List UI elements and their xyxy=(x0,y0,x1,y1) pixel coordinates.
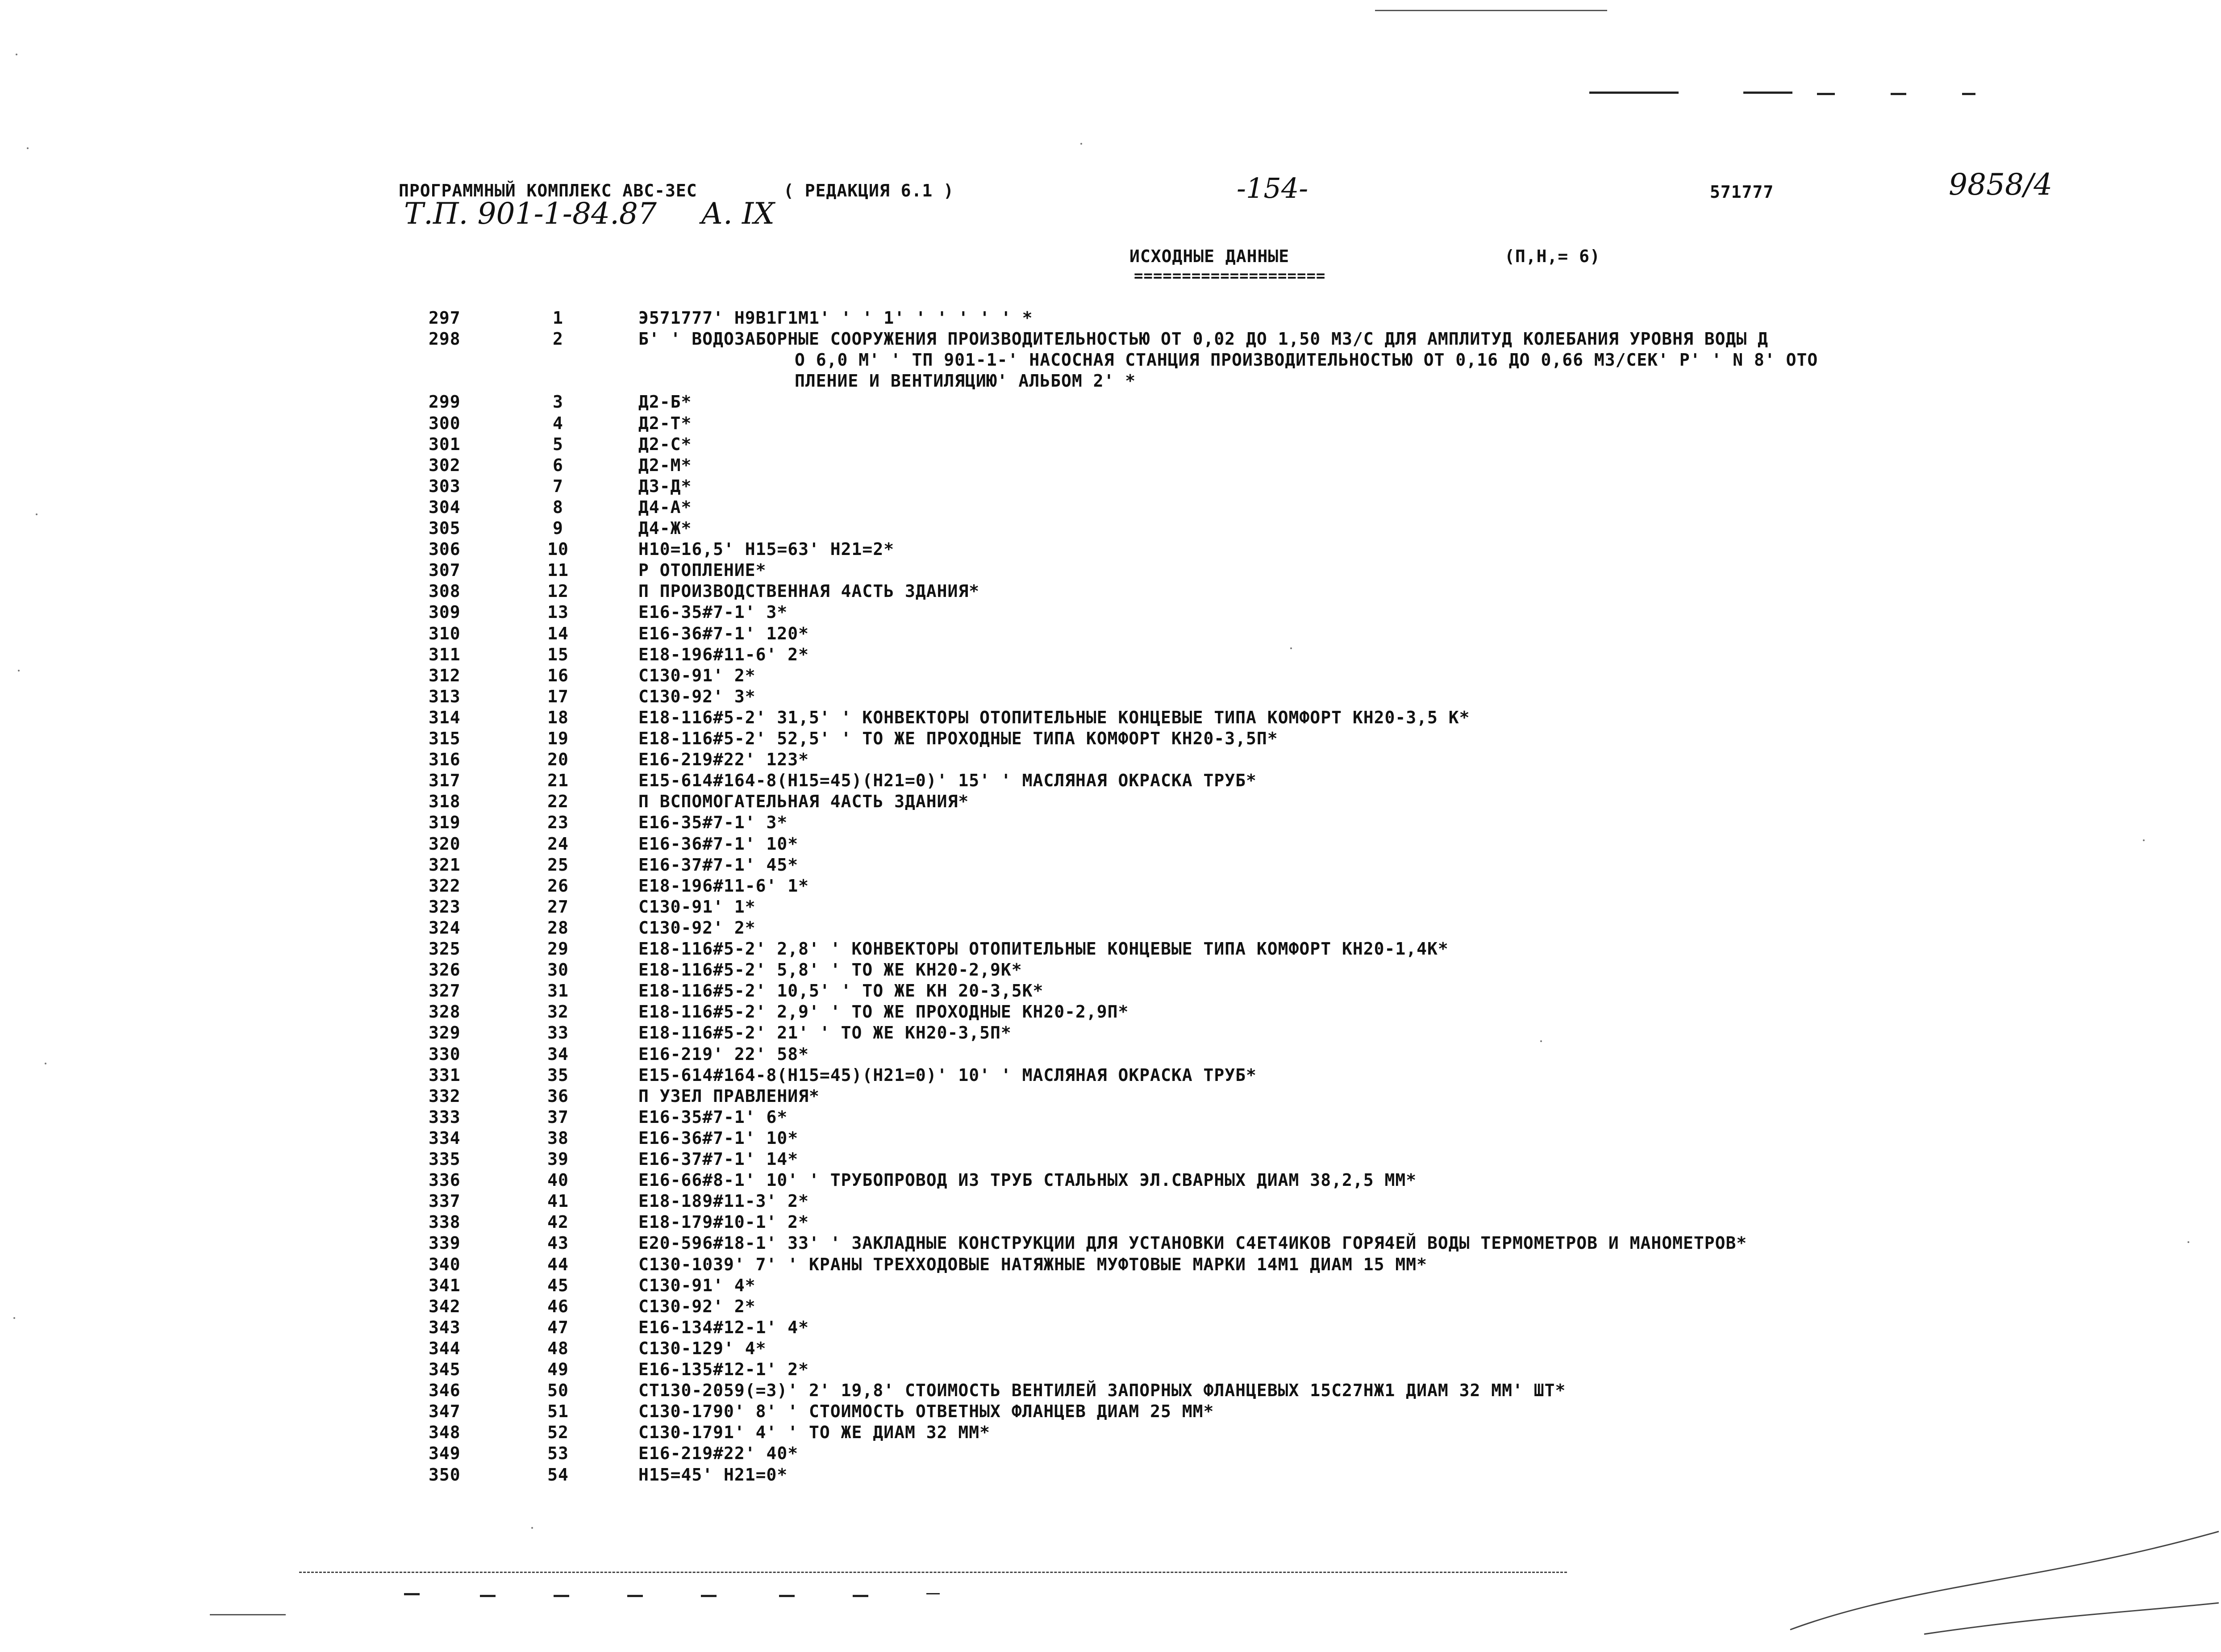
row-number: 324 xyxy=(429,918,461,938)
row-number: 308 xyxy=(429,581,461,601)
section-params: (П,Н,= 6) xyxy=(1504,246,1600,266)
row-text: Е18-116#5-2' 31,5' ' КОНВЕКТОРЫ ОТОПИТЕЛЬНЫЕ КОНЦЕВЫЕ ТИПА КОМФОРТ КН20-3,5 К* xyxy=(638,707,1470,727)
row-number: 322 xyxy=(429,876,461,896)
row-text: С130-129' 4* xyxy=(638,1338,767,1358)
row-text: Е18-196#11-6' 2* xyxy=(638,644,809,664)
row-number: 301 xyxy=(429,434,461,454)
row-text: Е16-37#7-1' 14* xyxy=(638,1149,799,1169)
row-text: Д2-Б* xyxy=(638,392,692,412)
row-index: 12 xyxy=(547,581,569,601)
row-text: Д2-М* xyxy=(638,455,692,475)
row-text: Е16-36#7-1' 120* xyxy=(638,623,809,643)
row-text: О 6,0 М' ' ТП 901-1-' НАСОСНАЯ СТАНЦИЯ ПРОИЗВОДИТЕЛЬНОСТЬЮ ОТ 0,16 ДО 0,66 М3/СЕК' Р' ' N 8' ОТО xyxy=(795,350,1818,370)
row-text: Е16-219#22' 123* xyxy=(638,750,809,770)
row-text: Н10=16,5' Н15=63' Н21=2* xyxy=(638,539,895,559)
row-number: 350 xyxy=(429,1464,461,1485)
row-number: 335 xyxy=(429,1149,461,1169)
row-number: 326 xyxy=(429,960,461,980)
row-index: 29 xyxy=(547,939,569,959)
row-text: Е16-35#7-1' 3* xyxy=(638,813,788,833)
row-text: Н15=45' Н21=0* xyxy=(638,1464,788,1485)
row-index: 9 xyxy=(553,518,563,538)
row-text: Р ОТОПЛЕНИЕ* xyxy=(638,560,767,580)
album-code: А. IX xyxy=(701,196,775,231)
project-code: Т.П. 901-1-84.87 xyxy=(404,196,657,231)
row-text: Е15-614#164-8(Н15=45)(Н21=0)' 15' ' МАСЛЯНАЯ ОКРАСКА ТРУБ* xyxy=(638,771,1257,791)
scan-line-bottom xyxy=(299,1572,1567,1573)
scan-speck xyxy=(1080,143,1082,145)
row-number: 302 xyxy=(429,455,461,475)
row-number: 331 xyxy=(429,1065,461,1085)
row-number: 325 xyxy=(429,939,461,959)
row-index: 53 xyxy=(547,1443,569,1464)
row-number: 298 xyxy=(429,329,461,349)
row-text: Е18-116#5-2' 5,8' ' ТО ЖЕ КН20-2,9К* xyxy=(638,960,1022,980)
row-index: 42 xyxy=(547,1212,569,1232)
row-index: 10 xyxy=(547,539,569,559)
row-index: 2 xyxy=(553,329,563,349)
row-number: 313 xyxy=(429,686,461,706)
scan-mark xyxy=(1589,92,1679,94)
row-index: 47 xyxy=(547,1317,569,1337)
row-number: 317 xyxy=(429,771,461,791)
row-index: 16 xyxy=(547,665,569,685)
row-index: 28 xyxy=(547,918,569,938)
row-index: 36 xyxy=(547,1086,569,1106)
row-index: 13 xyxy=(547,602,569,622)
scan-speck xyxy=(18,670,20,672)
row-index: 40 xyxy=(547,1170,569,1190)
row-text: С130-1791' 4' ' ТО ЖЕ ДИАМ 32 ММ* xyxy=(638,1423,990,1443)
row-number: 316 xyxy=(429,750,461,770)
row-index: 51 xyxy=(547,1402,569,1422)
scan-mark xyxy=(701,1595,717,1597)
row-number: 330 xyxy=(429,1044,461,1064)
row-index: 8 xyxy=(553,497,563,517)
row-index: 41 xyxy=(547,1191,569,1211)
row-index: 35 xyxy=(547,1065,569,1085)
row-index: 7 xyxy=(553,476,563,496)
section-title-underline: ==================== xyxy=(1134,267,1326,285)
scan-speck xyxy=(36,513,38,515)
row-text: П ПРОИЗВОДСТВЕННАЯ 4АСТЬ ЗДАНИЯ* xyxy=(638,581,980,601)
row-number: 346 xyxy=(429,1381,461,1401)
scan-speck xyxy=(2188,1241,2189,1243)
scan-speck xyxy=(1290,647,1292,649)
row-number: 315 xyxy=(429,729,461,748)
row-number: 305 xyxy=(429,518,461,538)
row-number: 303 xyxy=(429,476,461,496)
scan-speck xyxy=(1540,1040,1542,1042)
row-number: 310 xyxy=(429,623,461,643)
scan-speck xyxy=(45,1063,46,1064)
row-text: Е18-116#5-2' 2,8' ' КОНВЕКТОРЫ ОТОПИТЕЛЬНЫЕ КОНЦЕВЫЕ ТИПА КОМФОРТ КН20-1,4К* xyxy=(638,939,1449,959)
row-index: 37 xyxy=(547,1107,569,1127)
row-text: Е16-36#7-1' 10* xyxy=(638,1128,799,1148)
row-index: 48 xyxy=(547,1338,569,1358)
edition: ( РЕДАКЦИЯ 6.1 ) xyxy=(783,181,954,200)
row-text: Е16-37#7-1' 45* xyxy=(638,855,799,875)
row-number: 323 xyxy=(429,897,461,917)
scan-mark xyxy=(779,1595,795,1597)
row-index: 20 xyxy=(547,750,569,770)
row-text: С130-92' 2* xyxy=(638,1296,756,1316)
row-text: Е16-219' 22' 58* xyxy=(638,1044,809,1064)
row-index: 11 xyxy=(547,560,569,580)
row-index: 24 xyxy=(547,834,569,854)
row-number: 337 xyxy=(429,1191,461,1211)
row-number: 340 xyxy=(429,1254,461,1274)
row-number: 328 xyxy=(429,1002,461,1022)
scan-mark xyxy=(1743,92,1792,94)
row-number: 300 xyxy=(429,413,461,433)
row-text: Е18-116#5-2' 2,9' ' ТО ЖЕ ПРОХОДНЫЕ КН20-2,9П* xyxy=(638,1002,1129,1022)
row-index: 33 xyxy=(547,1023,569,1043)
scan-mark xyxy=(926,1593,940,1594)
row-text: Е16-36#7-1' 10* xyxy=(638,834,799,854)
row-number: 311 xyxy=(429,644,461,664)
row-number: 341 xyxy=(429,1275,461,1295)
row-number: 307 xyxy=(429,560,461,580)
row-number: 314 xyxy=(429,707,461,727)
row-text: Е18-189#11-3' 2* xyxy=(638,1191,809,1211)
row-index: 21 xyxy=(547,771,569,791)
row-number: 342 xyxy=(429,1296,461,1316)
row-number: 339 xyxy=(429,1233,461,1253)
reference-number: 9858/4 xyxy=(1949,167,2053,202)
row-text: Е16-134#12-1' 4* xyxy=(638,1317,809,1337)
row-index: 15 xyxy=(547,644,569,664)
row-text: П УЗЕЛ ПРАВЛЕНИЯ* xyxy=(638,1086,820,1106)
row-text: С130-91' 2* xyxy=(638,665,756,685)
row-text: С130-91' 1* xyxy=(638,897,756,917)
row-number: 306 xyxy=(429,539,461,559)
row-number: 297 xyxy=(429,308,461,328)
row-number: 312 xyxy=(429,665,461,685)
row-number: 338 xyxy=(429,1212,461,1232)
row-text: П ВСПОМОГАТЕЛЬНАЯ 4АСТЬ ЗДАНИЯ* xyxy=(638,792,969,812)
scan-mark xyxy=(853,1595,868,1597)
row-text: С130-92' 2* xyxy=(638,918,756,938)
scan-line xyxy=(210,1614,286,1615)
row-text: С130-1790' 8' ' СТОИМОСТЬ ОТВЕТНЫХ ФЛАНЦЕВ ДИАМ 25 ММ* xyxy=(638,1402,1214,1422)
scan-mark xyxy=(480,1595,496,1597)
row-index: 17 xyxy=(547,686,569,706)
scan-curve xyxy=(1777,1527,2221,1643)
scan-mark xyxy=(404,1593,420,1595)
row-number: 333 xyxy=(429,1107,461,1127)
row-number: 344 xyxy=(429,1338,461,1358)
row-text: С130-92' 3* xyxy=(638,686,756,706)
row-text: Э571777' Н9В1Г1М1' ' ' 1' ' ' ' ' ' * xyxy=(638,308,1033,328)
row-index: 46 xyxy=(547,1296,569,1316)
scan-speck xyxy=(16,54,17,55)
row-number: 319 xyxy=(429,813,461,833)
row-index: 22 xyxy=(547,792,569,812)
scan-mark xyxy=(1891,93,1906,95)
row-number: 320 xyxy=(429,834,461,854)
row-index: 49 xyxy=(547,1360,569,1379)
row-text: Д2-С* xyxy=(638,434,692,454)
row-text: Е18-116#5-2' 52,5' ' ТО ЖЕ ПРОХОДНЫЕ ТИПА КОМФОРТ КН20-3,5П* xyxy=(638,729,1278,748)
row-index: 23 xyxy=(547,813,569,833)
scan-mark xyxy=(1817,93,1835,95)
row-index: 25 xyxy=(547,855,569,875)
scan-speck xyxy=(531,1527,533,1529)
row-index: 6 xyxy=(553,455,563,475)
row-number: 309 xyxy=(429,602,461,622)
scan-speck xyxy=(2143,839,2145,841)
row-text: Д4-А* xyxy=(638,497,692,517)
row-index: 4 xyxy=(553,413,563,433)
row-number: 334 xyxy=(429,1128,461,1148)
scan-mark xyxy=(1962,93,1975,95)
row-index: 44 xyxy=(547,1254,569,1274)
row-index: 26 xyxy=(547,876,569,896)
row-number: 336 xyxy=(429,1170,461,1190)
row-text: Е16-135#12-1' 2* xyxy=(638,1360,809,1379)
row-number: 318 xyxy=(429,792,461,812)
row-text: Б' ' ВОДОЗАБОРНЫЕ СООРУЖЕНИЯ ПРОИЗВОДИТЕЛЬНОСТЬЮ ОТ 0,02 ДО 1,50 М3/С ДЛЯ АМПЛИТУД КОЛЕБАНИЯ УРОВНЯ ВОДЫ Д xyxy=(638,329,1769,349)
row-index: 27 xyxy=(547,897,569,917)
scan-line-top xyxy=(1375,10,1607,11)
row-number: 345 xyxy=(429,1360,461,1379)
row-number: 329 xyxy=(429,1023,461,1043)
row-text: С130-1039' 7' ' КРАНЫ ТРЕХХОДОВЫЕ НАТЯЖНЫЕ МУФТОВЫЕ МАРКИ 14М1 ДИАМ 15 ММ* xyxy=(638,1254,1427,1274)
row-index: 1 xyxy=(553,308,563,328)
row-index: 43 xyxy=(547,1233,569,1253)
row-index: 34 xyxy=(547,1044,569,1064)
row-text: Е15-614#164-8(Н15=45)(Н21=0)' 10' ' МАСЛЯНАЯ ОКРАСКА ТРУБ* xyxy=(638,1065,1257,1085)
row-text: ПЛЕНИЕ И ВЕНТИЛЯЦИЮ' АЛЬБОМ 2' * xyxy=(795,371,1136,391)
row-text: Д3-Д* xyxy=(638,476,692,496)
row-number: 343 xyxy=(429,1317,461,1337)
page-number: -154- xyxy=(1237,172,1308,204)
row-number: 349 xyxy=(429,1443,461,1464)
row-index: 54 xyxy=(547,1464,569,1485)
row-text: Е18-116#5-2' 10,5' ' ТО ЖЕ КН 20-3,5К* xyxy=(638,981,1044,1001)
row-text: СТ130-2059(=3)' 2' 19,8' СТОИМОСТЬ ВЕНТИЛЕЙ ЗАПОРНЫХ ФЛАНЦЕВЫХ 15С27НЖ1 ДИАМ 32 ММ' ШТ* xyxy=(638,1381,1566,1401)
row-text: Е16-219#22' 40* xyxy=(638,1443,799,1464)
row-text: Е18-116#5-2' 21' ' ТО ЖЕ КН20-3,5П* xyxy=(638,1023,1012,1043)
scan-mark xyxy=(554,1595,569,1597)
program-name: ПРОГРАММНЫЙ КОМПЛЕКС АВС-3ЕС xyxy=(399,181,697,200)
row-text: Е16-66#8-1' 10' ' ТРУБОПРОВОД ИЗ ТРУБ СТАЛЬНЫХ ЭЛ.СВАРНЫХ ДИАМ 38,2,5 ММ* xyxy=(638,1170,1417,1190)
row-index: 50 xyxy=(547,1381,569,1401)
row-index: 45 xyxy=(547,1275,569,1295)
row-index: 52 xyxy=(547,1423,569,1443)
document-code: 571777 xyxy=(1710,182,1774,202)
row-text: Е16-35#7-1' 6* xyxy=(638,1107,788,1127)
row-index: 31 xyxy=(547,981,569,1001)
row-text: Е16-35#7-1' 3* xyxy=(638,602,788,622)
row-number: 332 xyxy=(429,1086,461,1106)
row-index: 38 xyxy=(547,1128,569,1148)
row-text: С130-91' 4* xyxy=(638,1275,756,1295)
scan-mark xyxy=(627,1595,643,1597)
row-number: 327 xyxy=(429,981,461,1001)
row-index: 3 xyxy=(553,392,563,412)
row-number: 304 xyxy=(429,497,461,517)
row-number: 299 xyxy=(429,392,461,412)
row-number: 348 xyxy=(429,1423,461,1443)
row-text: Е20-596#18-1' 33' ' ЗАКЛАДНЫЕ КОНСТРУКЦИИ ДЛЯ УСТАНОВКИ С4ЕТ4ИКОВ ГОРЯ4ЕЙ ВОДЫ ТЕРМОМЕТРОВ И МАНОМЕТРОВ* xyxy=(638,1233,1747,1253)
row-text: Д4-Ж* xyxy=(638,518,692,538)
row-number: 321 xyxy=(429,855,461,875)
section-title: ИСХОДНЫЕ ДАННЫЕ xyxy=(1129,246,1290,266)
row-index: 18 xyxy=(547,707,569,727)
row-index: 30 xyxy=(547,960,569,980)
row-text: Д2-Т* xyxy=(638,413,692,433)
row-text: Е18-179#10-1' 2* xyxy=(638,1212,809,1232)
scan-speck xyxy=(27,147,29,149)
row-text: Е18-196#11-6' 1* xyxy=(638,876,809,896)
row-index: 39 xyxy=(547,1149,569,1169)
row-index: 19 xyxy=(547,729,569,748)
row-index: 5 xyxy=(553,434,563,454)
scan-speck xyxy=(13,1317,15,1319)
row-number: 347 xyxy=(429,1402,461,1422)
row-index: 14 xyxy=(547,623,569,643)
row-index: 32 xyxy=(547,1002,569,1022)
